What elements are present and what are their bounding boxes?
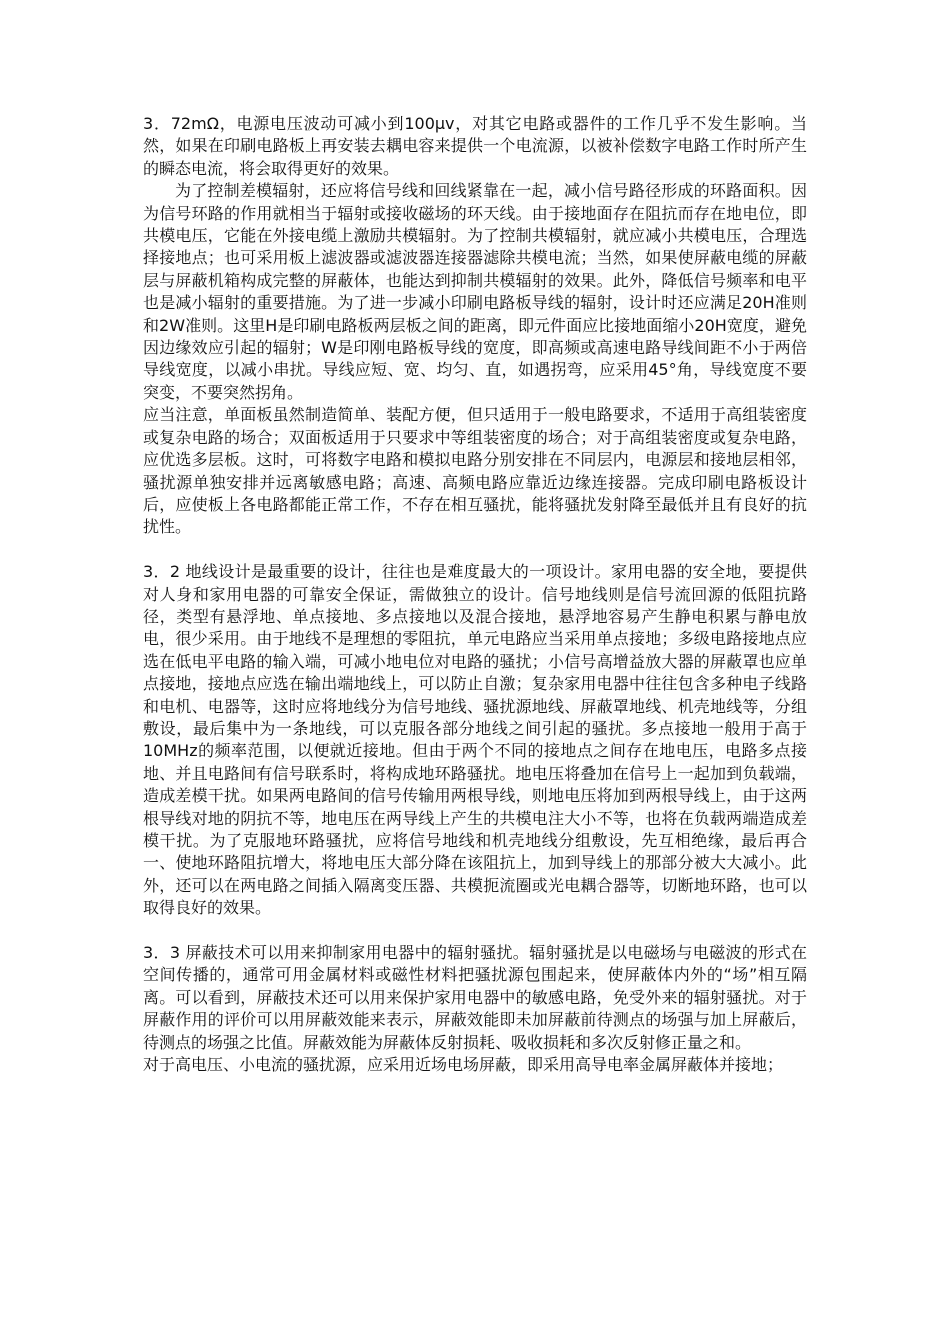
paragraph-differential-radiation: 为了控制差模辐射，还应将信号线和回线紧靠在一起，减小信号路径形成的环路面积。因为信号环路的作用就相当于辐射或接收磁场的环天线。由于接地面存在阻抗而存在地电位，即共模电压，它能在外接电缆上激励共模辐射。为了控制共模辐射，就应减小共模电压，合理选择接地点；也可采用板上滤波器或滤波器连接器滤除共模电流；当然，如果使屏蔽电缆的屏蔽层与屏蔽机箱构成完整的屏蔽体，也能达到抑制共模辐射的效果。此外，降低信号频率和电平也是减小辐射的重要措施。为了进一步减小印刷电路板导线的辐射，设计时还应满足20H准则和2W准则。这里H是印刷电路板两层板之间的距离，即元件面应比接地面缩小20H宽度，避免因边缘效应引起的辐射；W是印刚电路板导线的宽度，即高频或高速电路导线间距不小于两倍导线宽度，以减小串扰。导线应短、宽、均匀、直，如遇拐弯，应采用45°角，导线宽度不要突变，不要突然拐角。 (143, 181, 807, 402)
paragraph-spacer (143, 539, 807, 561)
document-body (143, 113, 807, 1076)
paragraph-ground-design: 3．2 地线设计是最重要的设计，往往也是难度最大的一项设计。家用电器的安全地，要提供对人身和家用电器的可靠安全保证，需做独立的设计。信号地线则是信号流回源的低阻抗路径，类型有悬浮地、单点接地、多点接地以及混合接地，悬浮地容易产生静电积累与静电放电，很少采用。由于地线不是理想的零阻抗，单元电路应当采用单点接地；多级电路接地点应选在低电平电路的输入端，可减小地电位对电路的骚扰；小信号高增益放大器的屏蔽罩也应单点接地，接地点应选在输出端地线上，可以防止自激；复杂家用电器中往往包含多种电子线路和电机、电器等，这时应将地线分为信号地线、骚扰源地线、屏蔽罩地线、机壳地线等，分组敷设，最后集中为一条地线，可以克服各部分地线之间引起的骚扰。多点接地一般用于高于10MHz的频率范围，以便就近接地。但由于两个不同的接地点之间存在地电压，电路多点接地、并且电路间有信号联系时，将构成地环路骚扰。地电压将叠加在信号上一起加到负载端，造成差模干扰。如果两电路间的信号传输用两根导线，则地电压将加到两根导线上，由于这两根导线对地的阴抗不等，地电压在两导线上产生的共模电注大小不等，也将在负载两端造成差模干扰。为了克服地环路骚扰，应将信号地线和机壳地线分组敷设，先互相绝缘，最后再合一、使地环路阻抗增大，将地电压大部分降在该阻抗上，加到导线上的那部分被大大减小。此外，还可以在两电路之间插入隔离变压器、共模扼流圈或光电耦合器等，切断地环路，也可以取得良好的效果。 (143, 562, 807, 918)
paragraph-spacer (143, 920, 807, 942)
paragraph-power-decoupling: 3．72mΩ，电源电压波动可减小到100μv，对其它电路或器件的工作几乎不发生影响。当然，如果在印刷电路板上再安装去耦电容来提供一个电流源，以被补偿数字电路工作时所产生的瞬态电流，将会取得更好的效果。 (143, 114, 807, 178)
paragraph-board-layers: 应当注意，单面板虽然制造简单、装配方便，但只适用于一般电路要求，不适用于高组装密度或复杂电路的场合；双面板适用于只要求中等组装密度的场合；对于高组装密度或复杂电路，应优选多层板。这时，可将数字电路和模拟电路分别安排在不同层内，电源层和接地层相邻，骚扰源单独安排并远离敏感电路；高速、高频电路应靠近边缘连接器。完成印刷电路板设计后，应使板上各电路都能正常工作，不存在相互骚扰，能将骚扰发射降至最低并且有良好的抗扰性。 (143, 405, 807, 537)
paragraph-electric-field-shielding: 对于高电压、小电流的骚扰源，应采用近场电场屏蔽，即采用高导电率金属屏蔽体并接地； (143, 1055, 784, 1075)
paragraph-shielding: 3．3 屏蔽技术可以用来抑制家用电器中的辐射骚扰。辐射骚扰是以电磁场与电磁波的形式在空间传播的，通常可用金属材料或磁性材料把骚扰源包围起来，使屏蔽体内外的“场”相互隔离。可以看到，屏蔽技术还可以用来保护家用电器中的敏感电路，免受外来的辐射骚扰。对于屏蔽作用的评价可以用屏蔽效能来表示，屏蔽效能即未加屏蔽前待测点的场强与加上屏蔽后，待测点的场强之比值。屏蔽效能为屏蔽体反射损耗、吸收损耗和多次反射修正量之和。 (143, 943, 807, 1052)
